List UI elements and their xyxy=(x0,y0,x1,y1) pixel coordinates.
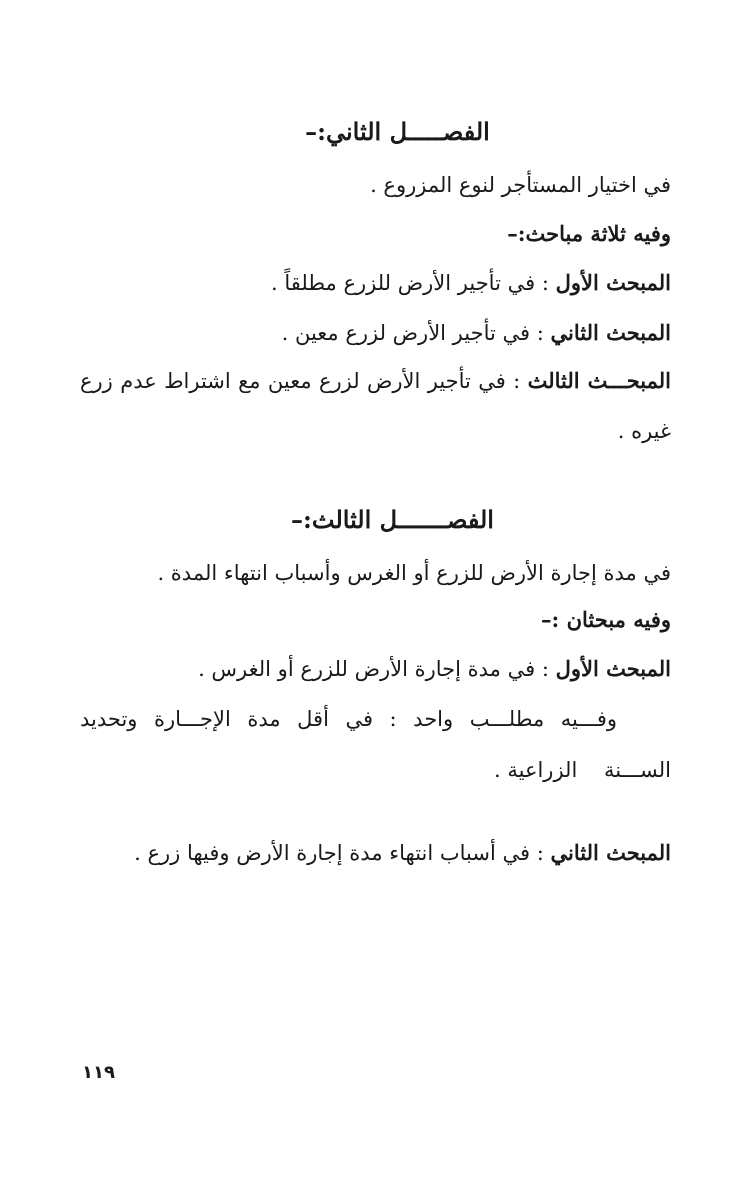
chapter-3-topic-2 xyxy=(134,838,671,868)
page-number: ١١٩ xyxy=(82,1062,115,1083)
chapter-2-topic-1 xyxy=(271,268,671,298)
chapter-2-subtitle: وفيه ثلاثة مباحث:– xyxy=(507,221,671,246)
topic-text: : في تأجير الأرض لزرع معين مع اشتراط عدم زرع xyxy=(80,369,528,393)
chapter-2-topic-3 xyxy=(80,366,671,396)
topic-label: المبحث الأول xyxy=(555,270,671,295)
chapter-3-topic-1 xyxy=(198,654,671,684)
chapter-2-topic-2 xyxy=(282,318,671,348)
topic-text: : في تأجير الأرض للزرع مطلقاً . xyxy=(271,271,556,295)
topic-label: المبحث الثاني xyxy=(550,320,671,345)
chapter-3-section-continuation: الســـنة الزراعية . xyxy=(494,758,671,782)
chapter-3-subtitle: وفيه مبحثان :– xyxy=(541,607,671,632)
chapter-2-title: الفصـــــل الثاني:– xyxy=(305,117,490,146)
chapter-3-intro: في مدة إجارة الأرض للزرع أو الغرس وأسباب انتهاء المدة . xyxy=(157,561,671,585)
topic-text: : في مدة إجارة الأرض للزرع أو الغرس . xyxy=(198,657,556,681)
topic-text: : في أسباب انتهاء مدة إجارة الأرض وفيها زرع . xyxy=(134,841,551,865)
topic-label: المبحـــث الثالث xyxy=(527,368,671,393)
chapter-3-section-line: وفـــيه مطلـــب واحد : في أقل مدة الإجـــارة وتحديد xyxy=(80,707,617,731)
topic-label: المبحث الأول xyxy=(555,656,671,681)
chapter-2-topic-3-continuation: غيره . xyxy=(617,419,671,443)
chapter-2-intro: في اختيار المستأجر لنوع المزروع . xyxy=(370,173,671,197)
topic-text: : في تأجير الأرض لزرع معين . xyxy=(281,321,551,345)
topic-label: المبحث الثاني xyxy=(550,840,671,865)
chapter-3-title: الفصـــــــل الثالث:– xyxy=(291,505,494,534)
